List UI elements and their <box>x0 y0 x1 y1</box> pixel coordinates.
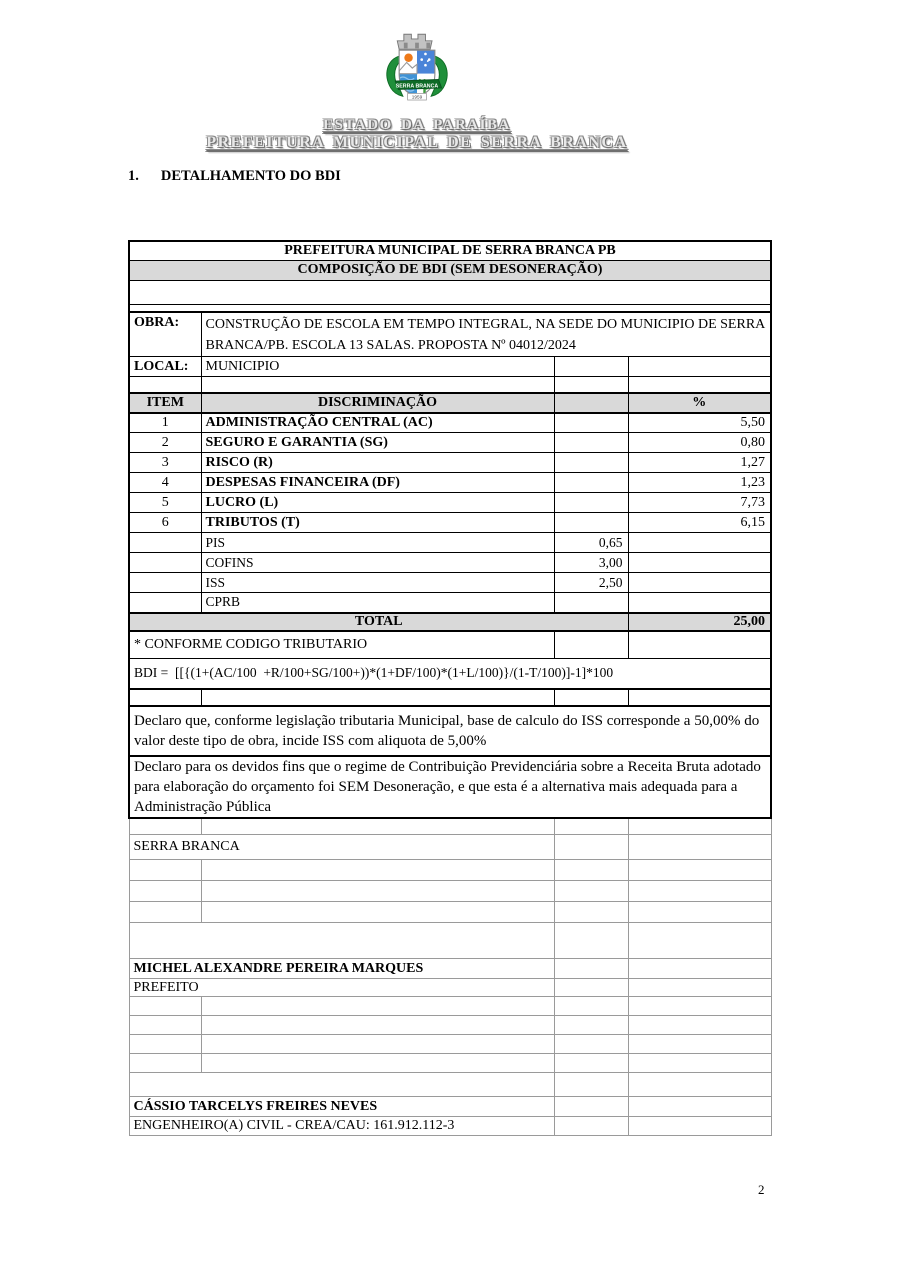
local-label: LOCAL: <box>129 357 201 377</box>
empty-cell <box>554 377 628 393</box>
empty-cell <box>628 573 771 593</box>
municipal-crest-logo <box>369 22 465 116</box>
empty-cell <box>554 631 628 659</box>
empty-cell <box>554 997 628 1016</box>
page-number: 2 <box>758 1182 765 1197</box>
empty-cell <box>628 1035 771 1054</box>
signatory-name: CÁSSIO TARCELYS FREIRES NEVES <box>129 1097 554 1117</box>
empty-cell <box>554 1117 628 1136</box>
tax-value <box>554 593 628 613</box>
item-number: 1 <box>129 413 201 433</box>
empty-cell <box>628 979 771 997</box>
empty-cell <box>201 377 554 393</box>
item-percent: 1,23 <box>628 473 771 493</box>
spacer-row <box>129 860 771 881</box>
empty-cell <box>628 1016 771 1035</box>
empty-cell <box>628 860 771 881</box>
tax-row <box>129 533 771 553</box>
signatory-role: PREFEITO <box>129 979 554 997</box>
empty-cell <box>628 1117 771 1136</box>
empty-cell <box>554 1035 628 1054</box>
table-subtitle: COMPOSIÇÃO DE BDI (SEM DESONERAÇÃO) <box>129 260 771 280</box>
signatory-role: ENGENHEIRO(A) CIVIL - CREA/CAU: 161.912.112-3 <box>129 1117 554 1136</box>
tax-label: COFINS <box>201 553 554 573</box>
signatory-role-row <box>129 979 771 997</box>
empty-cell <box>201 689 554 706</box>
item-label: LUCRO (L) <box>201 493 554 513</box>
total-label: TOTAL <box>129 613 628 631</box>
signatory-name: MICHEL ALEXANDRE PEREIRA MARQUES <box>129 959 554 979</box>
empty-cell <box>129 533 201 553</box>
table-subtitle-row <box>129 260 771 280</box>
empty-cell <box>628 631 771 659</box>
tax-value: 2,50 <box>554 573 628 593</box>
item-percent: 5,50 <box>628 413 771 433</box>
empty-cell <box>554 1097 628 1117</box>
tax-row <box>129 573 771 593</box>
item-row <box>129 453 771 473</box>
col-header-percent: % <box>628 393 771 413</box>
local-value: MUNICIPIO <box>201 357 554 377</box>
empty-cell <box>129 1035 201 1054</box>
empty-cell <box>628 533 771 553</box>
item-row <box>129 473 771 493</box>
spacer-row <box>129 997 771 1016</box>
empty-cell <box>554 959 628 979</box>
iss-declaration-text: Declaro que, conforme legislação tributaria Municipal, base de calculo do ISS corresponde a 50,00% do valor deste tipo de obra, incide ISS com aliquota de 5,00% <box>129 706 771 756</box>
empty-cell <box>554 902 628 923</box>
empty-cell <box>554 1016 628 1035</box>
total-row <box>129 613 771 631</box>
empty-cell <box>201 1035 554 1054</box>
empty-cell <box>554 357 628 377</box>
item-label: RISCO (R) <box>201 453 554 473</box>
empty-cell <box>554 979 628 997</box>
empty-cell <box>201 860 554 881</box>
empty-cell <box>129 1016 201 1035</box>
formula-row <box>129 659 771 689</box>
tax-value: 3,00 <box>554 553 628 573</box>
tax-label: PIS <box>201 533 554 553</box>
item-label: ADMINISTRAÇÃO CENTRAL (AC) <box>201 413 554 433</box>
empty-cell <box>201 1016 554 1035</box>
item-row <box>129 413 771 433</box>
empty-cell <box>554 513 628 533</box>
item-number: 4 <box>129 473 201 493</box>
tax-label: CPRB <box>201 593 554 613</box>
empty-cell <box>201 1054 554 1073</box>
empty-cell <box>554 1054 628 1073</box>
city-name: SERRA BRANCA <box>129 835 554 860</box>
bdi-table <box>128 240 772 1136</box>
crest-banner-text: SERRA BRANCA <box>395 83 439 90</box>
empty-cell <box>129 997 201 1016</box>
empty-cell <box>554 881 628 902</box>
signature-line-row <box>129 1073 771 1097</box>
empty-cell <box>129 304 771 312</box>
crest-container <box>0 22 834 121</box>
spacer-row <box>129 1035 771 1054</box>
item-number: 2 <box>129 433 201 453</box>
empty-cell <box>201 997 554 1016</box>
item-percent: 1,27 <box>628 453 771 473</box>
spacer-row <box>129 304 771 312</box>
total-value: 25,00 <box>628 613 771 631</box>
local-row <box>129 357 771 377</box>
org-header-state: ESTADO DA PARAÍBA <box>323 117 511 133</box>
empty-cell <box>129 280 771 304</box>
empty-cell <box>129 923 554 959</box>
empty-cell <box>129 818 201 835</box>
item-row <box>129 513 771 533</box>
obra-row <box>129 312 771 357</box>
crest-year-text: 1959 <box>411 94 423 100</box>
spacer-row <box>129 689 771 706</box>
bdi-formula: BDI = [[{(1+(AC/100 +R/100+SG/100+))*(1+DF/100)*(1+L/100)}/(1-T/100)]-1]*100 <box>129 659 771 689</box>
item-percent: 0,80 <box>628 433 771 453</box>
empty-cell <box>628 1054 771 1073</box>
empty-cell <box>554 453 628 473</box>
signature-line-row <box>129 923 771 959</box>
empty-cell <box>628 593 771 613</box>
columns-header-row <box>129 393 771 413</box>
empty-cell <box>129 573 201 593</box>
city-row <box>129 835 771 860</box>
item-label: TRIBUTOS (T) <box>201 513 554 533</box>
empty-cell <box>554 818 628 835</box>
signatory-name-row <box>129 959 771 979</box>
empty-cell <box>554 433 628 453</box>
empty-cell <box>129 689 201 706</box>
empty-cell <box>554 835 628 860</box>
empty-cell <box>628 959 771 979</box>
signatory-name-row <box>129 1097 771 1117</box>
section-number: 1. <box>128 168 139 184</box>
empty-cell <box>129 593 201 613</box>
cprb-declaration-text: Declaro para os devidos fins que o regime de Contribuição Previdenciária sobre a Receita Bruta adotado para elaboração do orçamento foi SEM Desoneração, e que esta é a alternativa mais adequada para a Administração Pública <box>129 756 771 818</box>
org-header <box>0 116 834 152</box>
empty-cell <box>628 902 771 923</box>
org-header-municipality: PREFEITURA MUNICIPAL DE SERRA BRANCA <box>206 134 628 151</box>
tax-code-note: * CONFORME CODIGO TRIBUTARIO <box>129 631 554 659</box>
table-title-row <box>129 241 771 260</box>
empty-cell <box>201 881 554 902</box>
section-title: DETALHAMENTO DO BDI <box>160 168 341 184</box>
item-label: DESPESAS FINANCEIRA (DF) <box>201 473 554 493</box>
empty-cell <box>628 357 771 377</box>
empty-cell <box>129 1073 554 1097</box>
spacer-row <box>129 1054 771 1073</box>
col-header-discriminacao: DISCRIMINAÇÃO <box>201 393 554 413</box>
empty-cell <box>554 689 628 706</box>
empty-cell <box>628 1073 771 1097</box>
empty-cell <box>554 923 628 959</box>
obra-value: CONSTRUÇÃO DE ESCOLA EM TEMPO INTEGRAL, NA SEDE DO MUNICIPIO DE SERRA BRANCA/PB. ESCOLA 13 SALAS. PROPOSTA Nº 04012/2024 <box>201 312 771 357</box>
empty-cell <box>129 881 201 902</box>
item-number: 3 <box>129 453 201 473</box>
empty-cell <box>628 1097 771 1117</box>
empty-cell <box>628 835 771 860</box>
spacer-row <box>129 377 771 393</box>
empty-cell <box>628 818 771 835</box>
tax-value: 0,65 <box>554 533 628 553</box>
cprb-declaration-row <box>129 756 771 818</box>
empty-cell <box>628 923 771 959</box>
empty-cell <box>201 818 554 835</box>
signatory-role-row <box>129 1117 771 1136</box>
empty-cell <box>554 860 628 881</box>
item-percent: 7,73 <box>628 493 771 513</box>
item-percent: 6,15 <box>628 513 771 533</box>
spacer-row <box>129 1016 771 1035</box>
item-row <box>129 433 771 453</box>
bdi-table-container <box>128 240 772 1136</box>
empty-cell <box>129 377 201 393</box>
empty-cell <box>554 393 628 413</box>
empty-cell <box>628 881 771 902</box>
col-header-item: ITEM <box>129 393 201 413</box>
empty-cell <box>129 860 201 881</box>
tax-row <box>129 593 771 613</box>
empty-cell <box>129 902 201 923</box>
empty-cell <box>554 413 628 433</box>
spacer-row <box>129 902 771 923</box>
empty-cell <box>628 997 771 1016</box>
empty-cell <box>628 377 771 393</box>
iss-declaration-row <box>129 706 771 756</box>
table-title: PREFEITURA MUNICIPAL DE SERRA BRANCA PB <box>129 241 771 260</box>
obra-label: OBRA: <box>129 312 201 357</box>
tax-row <box>129 553 771 573</box>
empty-cell <box>129 1054 201 1073</box>
empty-cell <box>628 689 771 706</box>
note-row <box>129 631 771 659</box>
section-heading <box>128 168 341 185</box>
spacer-row <box>129 881 771 902</box>
empty-cell <box>129 553 201 573</box>
tax-label: ISS <box>201 573 554 593</box>
empty-cell <box>628 553 771 573</box>
item-number: 6 <box>129 513 201 533</box>
item-number: 5 <box>129 493 201 513</box>
empty-cell <box>554 1073 628 1097</box>
item-label: SEGURO E GARANTIA (SG) <box>201 433 554 453</box>
empty-cell <box>554 493 628 513</box>
item-row <box>129 493 771 513</box>
empty-cell <box>554 473 628 493</box>
spacer-row <box>129 280 771 304</box>
empty-cell <box>201 902 554 923</box>
spacer-row <box>129 818 771 835</box>
